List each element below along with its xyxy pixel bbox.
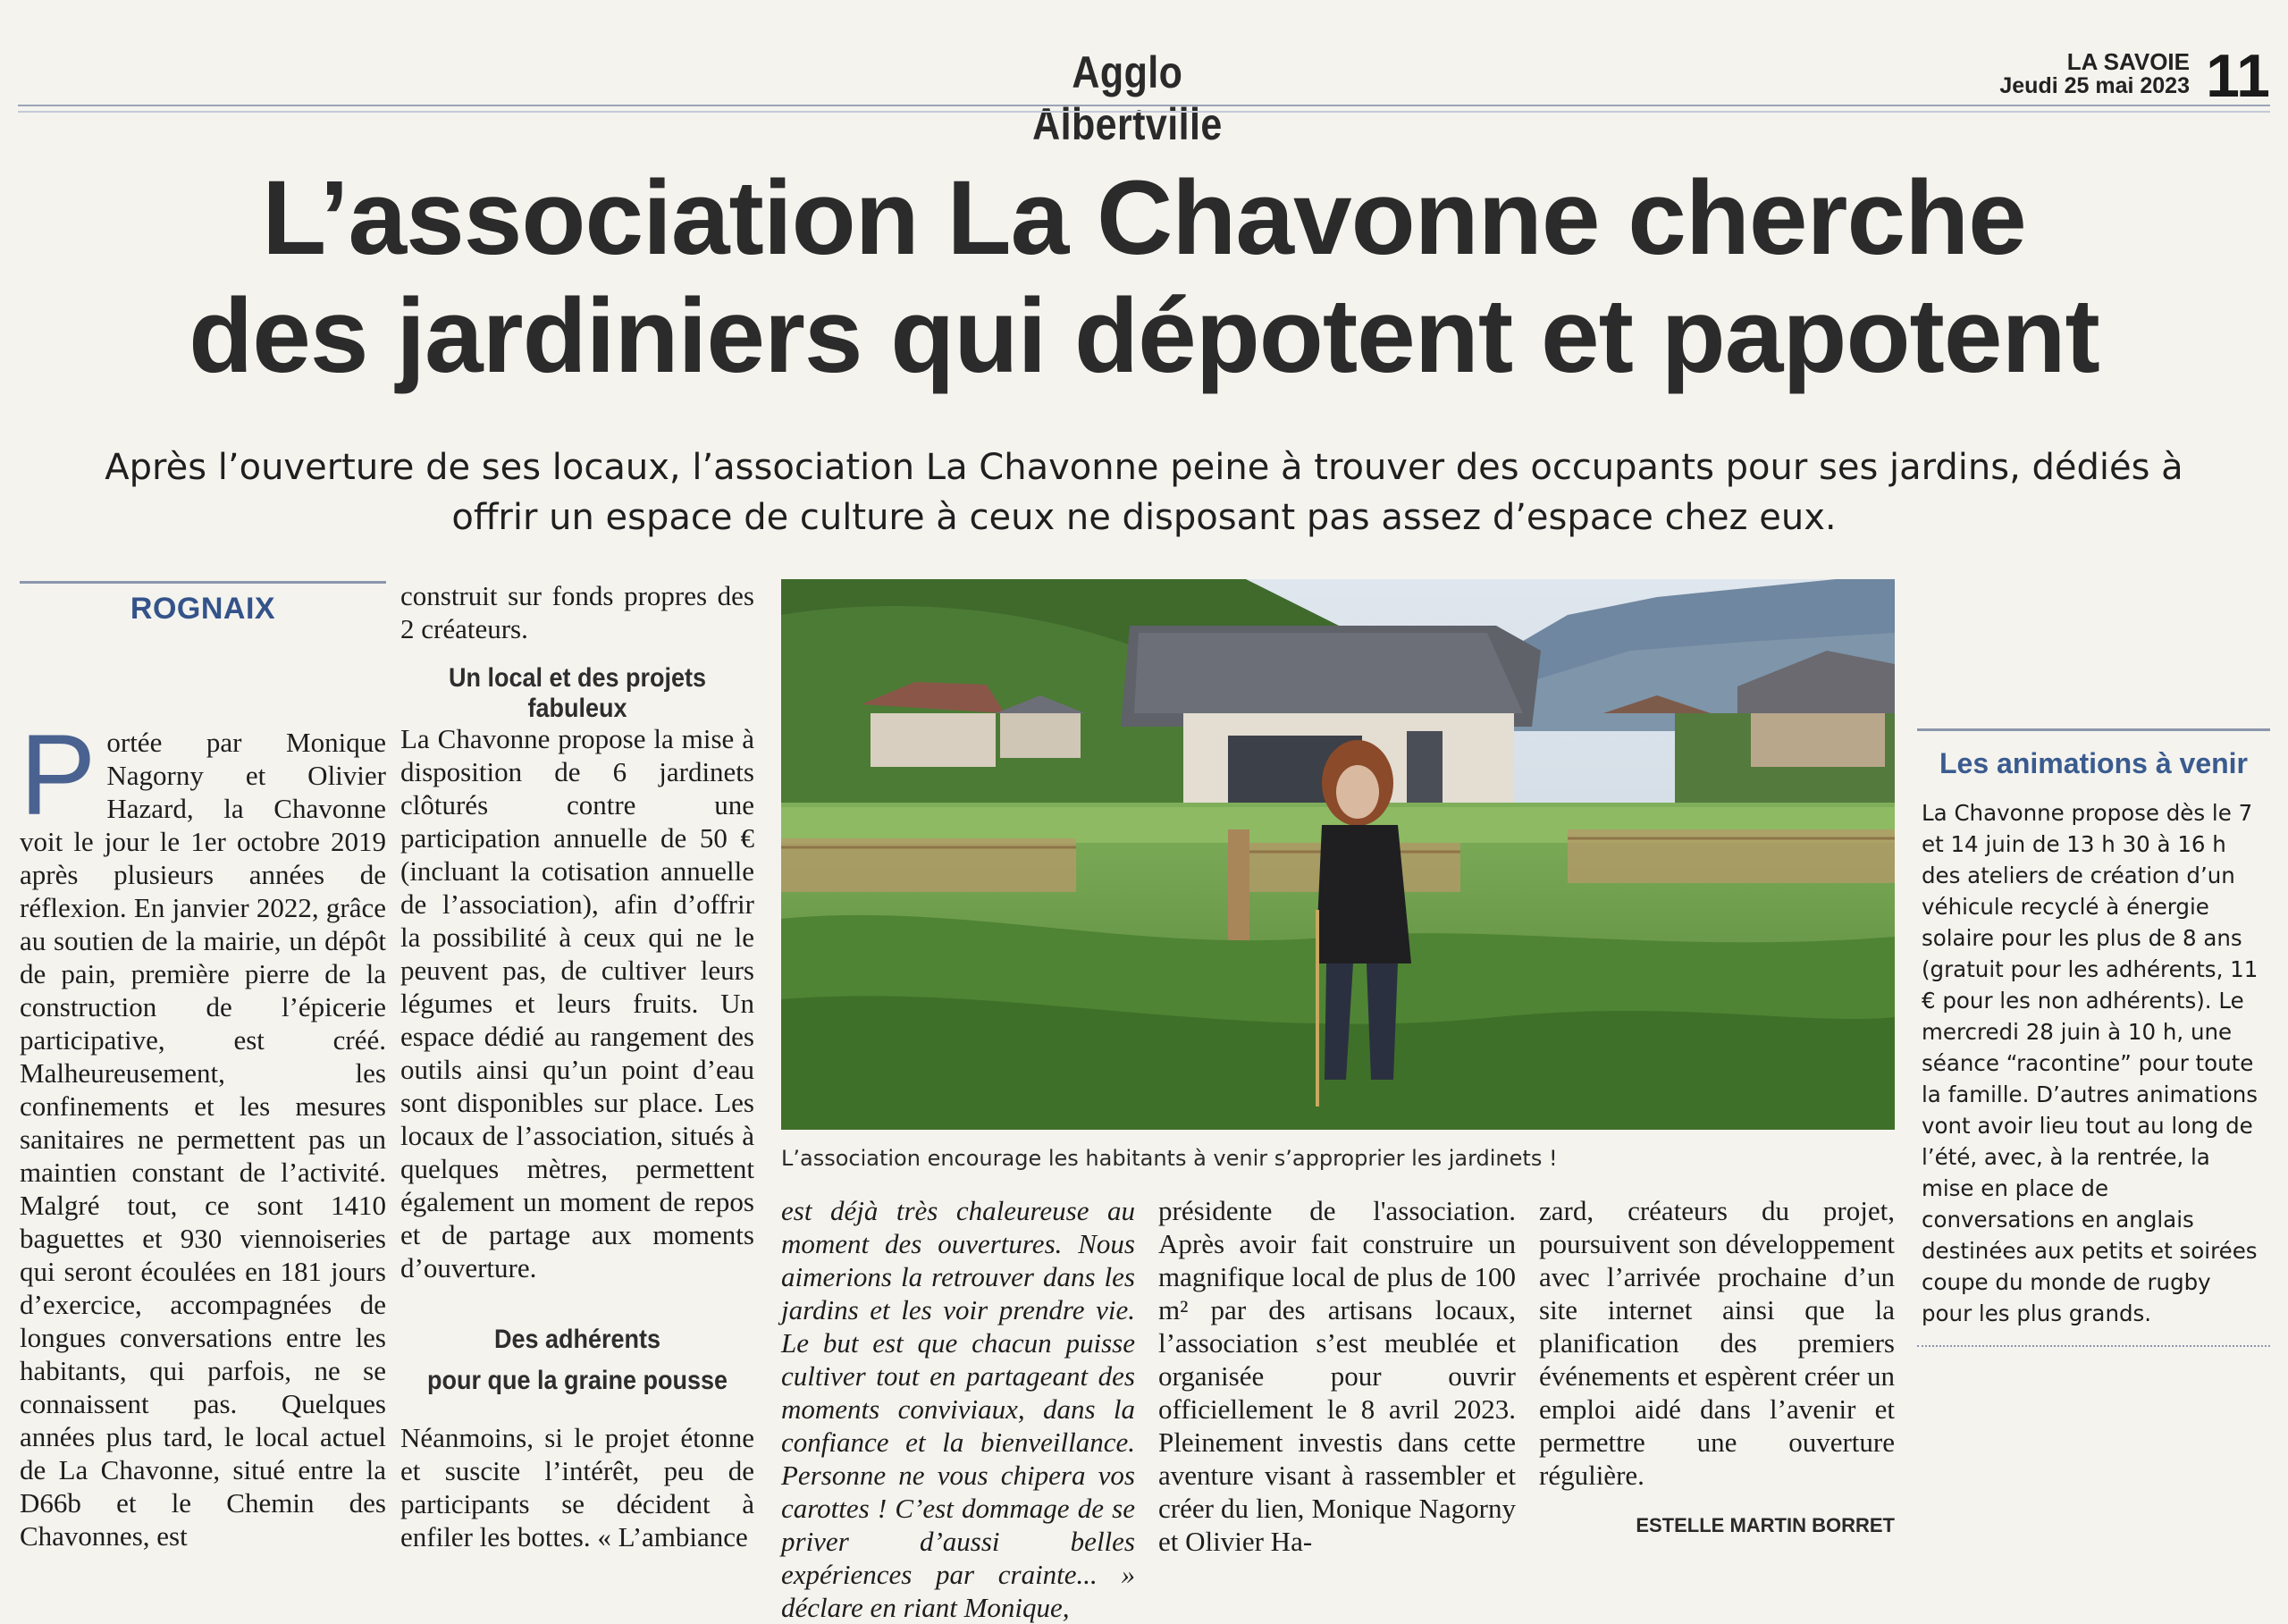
- issue-date: Jeudi 25 mai 2023: [1999, 73, 2190, 98]
- newspaper-name: LA SAVOIE: [2066, 48, 2190, 75]
- subheading-2: [418, 1319, 736, 1401]
- header-rule: [18, 105, 2270, 106]
- column-rule: [20, 581, 386, 584]
- photo-caption: L’association encourage les habitants à venir s’approprier les jardinets !: [781, 1146, 1558, 1171]
- locality-label: ROGNAIX: [130, 592, 276, 626]
- article-column-1: [20, 711, 386, 1552]
- sidebar-title: Les animations à venir: [1939, 747, 2248, 779]
- article-headline: [54, 159, 2234, 395]
- article-standfirst: Après l’ouverture de ses locaux, l’association La Chavonne peine à trouver des occupants pour ses jardins, dédiés à offrir un espace de culture à ceux ne disposant pas assez d’espace chez eux.: [105, 447, 2183, 538]
- sidebar-text: La Chavonne propose dès le 7 et 14 juin de 13 h 30 à 16 h des ateliers de création d’un véhicule recyclé à énergie solaire pour les plus de 8 ans (gratuit pour les adhérents, 11 € pour les non adhérents). Le mercredi 28 juin à 10 h, une séance “racontine” pour toute la famille. D’autres animations vont avoir lieu tout au long de l’été, avec, à la rentrée, la mise en place de conversations en anglais destinées aux petits et soirées coupe du monde de rugby pour les plus grands.: [1922, 800, 2259, 1326]
- article-column-3: est déjà très chaleureuse au moment des ouvertures. Nous aimerions la retrouver dans les jardins et les voir prendre vie. Le but est que chacun puisse cultiver tout en partageant des moments conviviaux, dans la confiance et la bienveillance. Personne ne vous chipera vos carottes ! C’est dommage de se priver d’aussi belles expériences par crainte... » déclare en riant Monique,: [781, 1195, 1135, 1623]
- drop-cap: P: [20, 711, 97, 839]
- garden-photo-illustration: [781, 579, 1895, 1130]
- section-rubric: Agglo Albertville: [1032, 47, 1223, 149]
- column-1-text: ortée par Monique Nagorny et Olivier Hazard, la Chavonne voit le jour le 1er octobre 2019 après plusieurs années de réflexion. En janvier 2022, grâce au soutien de la mairie, un dépôt de pain, première pierre de la construction de l’épicerie participative, est créé. Malheureusement, les confinements et les mesures sanitaires ne permettent pas un maintien constant de l’activité. Malgré tout, ce sont 1410 baguettes et 930 viennoiseries qui seront écoulées en 181 jours d’exercice, accompagnées de longues conversations entre les habitants, qui parfois, ne se connaissent pas. Quelques années plus tard, le local actuel de La Chavonne, situé entre la D66b et le Chemin des Chavonnes, est: [20, 727, 386, 1552]
- page-number: 11: [2206, 42, 2270, 110]
- subheading-2-line-2: pour que la graine pousse: [426, 1366, 728, 1395]
- header-rule-secondary: [18, 111, 2270, 113]
- article-column-4: présidente de l'association. Après avoir fait construire un magnifique local de plus de 100 m² par des artisans locaux, l’association s’est meublée et organisée pour ouvrir officiellement le 8 avril 2023. Pleinement investis dans cette aventure visant à rassembler et créer du lien, Monique Nagorny et Olivier Ha-: [1158, 1195, 1516, 1557]
- subheading-2-line-1: Des adhérents: [493, 1325, 661, 1354]
- sidebar-rule-top: [1917, 728, 2270, 731]
- article-column-2-middle: La Chavonne propose la mise à disposition de 6 jardinets clôturés contre une participation annuelle de 50 € (incluant la cotisation annuelle de l’association), afin d’offrir la possibilité à ceux qui ne le peuvent pas, de cultiver leurs légumes et leurs fruits. Un espace dédié au rangement des outils ainsi qu’un point d’eau sont disponibles sur place. Les locaux de l’association, situés à quelques mètres, permettent également un moment de repos et de partage aux moments d’ouverture.: [400, 723, 754, 1283]
- headline-line-2: des jardiniers qui dépotent et papotent: [189, 277, 2099, 395]
- article-column-2-bottom: Néanmoins, si le projet étonne et suscite l’intérêt, peu de participants se décident à enfiler les bottes. « L’ambiance: [400, 1422, 754, 1552]
- subheading-1: Un local et des projets fabuleux: [448, 663, 707, 723]
- sidebar-rule-bottom: [1917, 1345, 2270, 1347]
- article-column-5: zard, créateurs du projet, poursuivent son développement avec l’arrivée prochaine d’un site internet ainsi que la planification des premiers événements et espèrent créer un emploi aidé dans l’avenir et permettre une ouverture régulière.: [1539, 1195, 1895, 1491]
- article-column-2-top: construit sur fonds propres des 2 créateurs.: [400, 580, 754, 644]
- author-byline: ESTELLE MARTIN BORRET: [1636, 1514, 1895, 1536]
- article-photo: [781, 579, 1895, 1130]
- headline-line-1: L’association La Chavonne cherche: [262, 159, 2026, 277]
